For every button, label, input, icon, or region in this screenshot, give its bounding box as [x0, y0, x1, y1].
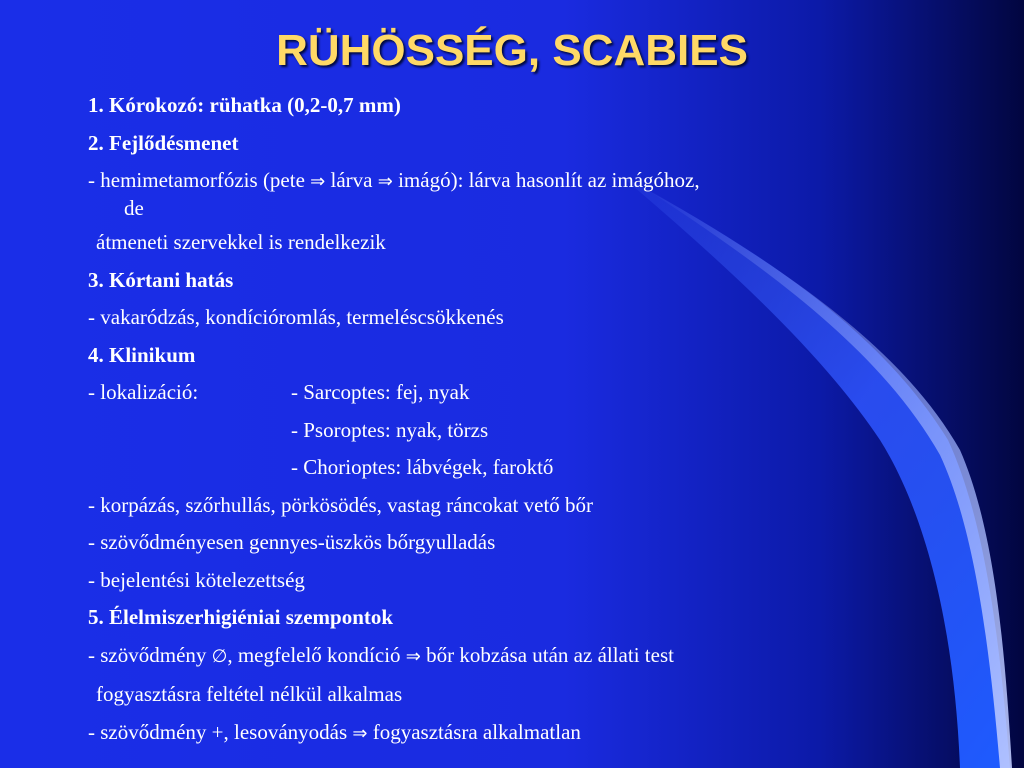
implies-arrow-icon: ⇒	[405, 645, 421, 667]
implies-arrow-icon: ⇒	[377, 171, 393, 192]
heading-pathogen: 1. Kórokozó: rühatka (0,2-0,7 mm)	[88, 93, 401, 117]
localization-label: - lokalizáció:	[88, 380, 199, 404]
localization-psoroptes: - Psoroptes: nyak, törzs	[291, 417, 489, 442]
text-no-complication	[88, 642, 958, 670]
text-part: , megfelelő kondíció	[227, 642, 401, 667]
text-hemimetamorphosis	[88, 167, 958, 221]
text-part: - szövődmény	[88, 642, 207, 667]
text-dermatitis: - szövődményesen gennyes-üszkös bőrgyulladás	[88, 530, 496, 554]
text-part: bőr kobzása után az állati test	[426, 642, 674, 667]
text-part: imágó): lárva hasonlít az imágóhoz,	[398, 168, 700, 192]
text-pathology: - vakaródzás, kondícióromlás, termeléscsökkenés	[88, 305, 504, 329]
text-transitional-organs: átmeneti szervekkel is rendelkezik	[96, 230, 386, 254]
localization-chorioptes: - Chorioptes: lábvégek, faroktő	[291, 455, 554, 479]
heading-development: 2. Fejlődésmenet	[88, 130, 239, 155]
text-part: - hemimetamorfózis (pete	[88, 168, 305, 192]
text-part: lárva	[330, 168, 373, 192]
text-part: - szövődmény +, lesoványodás	[88, 719, 348, 744]
text-notifiable: - bejelentési kötelezettség	[88, 567, 305, 592]
implies-arrow-icon: ⇒	[310, 171, 326, 192]
text-symptoms: - korpázás, szőrhullás, pörkösödés, vastag ráncokat vető bőr	[88, 492, 594, 517]
empty-set-icon: ∅	[211, 645, 228, 667]
implies-arrow-icon: ⇒	[352, 722, 368, 744]
heading-pathology: 3. Kórtani hatás	[88, 267, 234, 292]
text-fit-for-consumption: fogyasztásra feltétel nélkül alkalmas	[96, 682, 403, 706]
text-localization	[88, 379, 958, 405]
slide-title: RÜHÖSSÉG, SCABIES	[276, 26, 748, 75]
heading-clinical: 4. Klinikum	[88, 342, 196, 367]
heading-food-hygiene: 5. Élelmiszerhigiéniai szempontok	[88, 605, 394, 629]
slide-body	[88, 92, 958, 758]
text-part: fogyasztásra alkalmatlan	[372, 719, 581, 744]
localization-sarcoptes: - Sarcoptes: fej, nyak	[291, 380, 470, 404]
text-complication	[88, 719, 958, 747]
text-part: de	[124, 196, 144, 220]
